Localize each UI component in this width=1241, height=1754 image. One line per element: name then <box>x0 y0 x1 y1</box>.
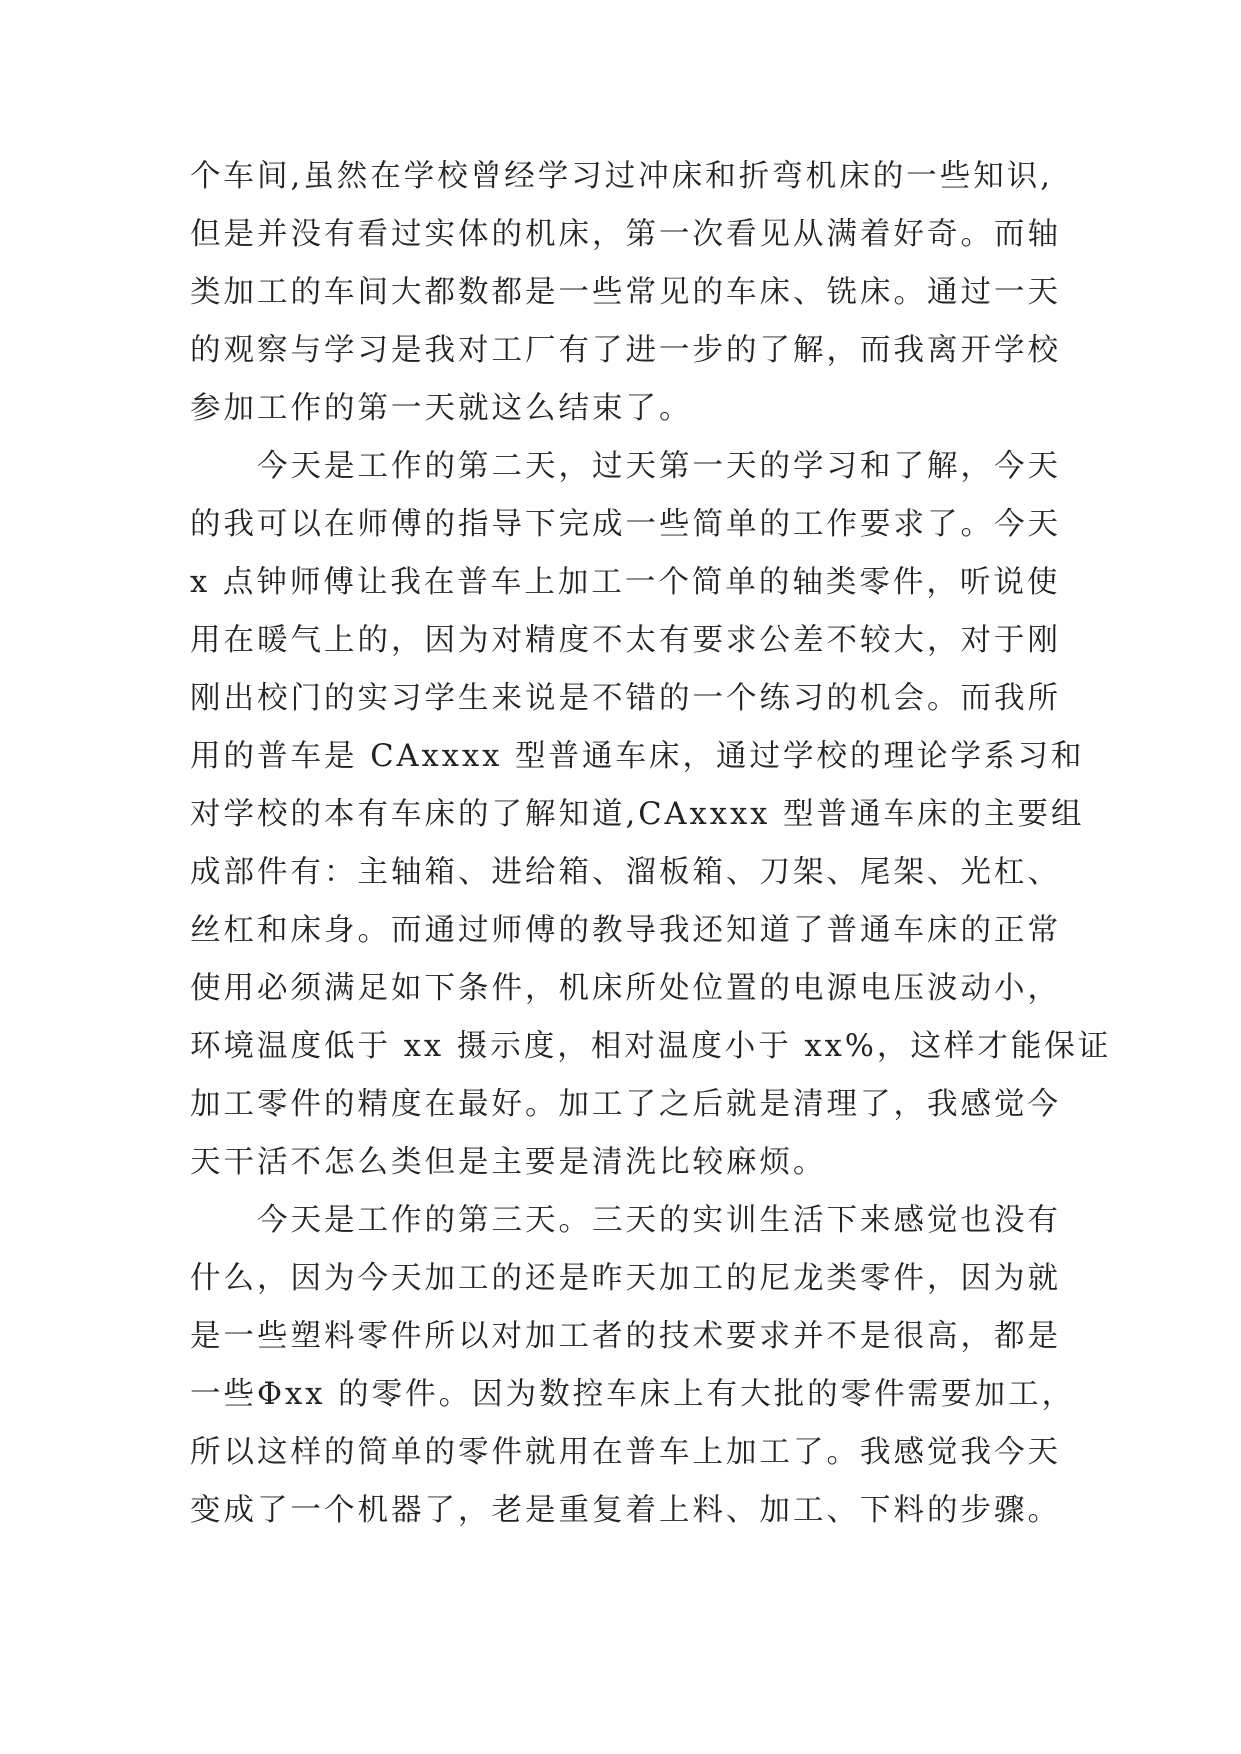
text-line: 丝杠和床身。而通过师傅的教导我还知道了普通车床的正常 <box>190 913 1061 948</box>
body-text <box>190 148 1112 1540</box>
text-line: 加工零件的精度在最好。加工了之后就是清理了，我感觉今 <box>190 1087 1061 1122</box>
text-line: 所以这样的简单的零件就用在普车上加工了。我感觉我今天 <box>190 1435 1061 1470</box>
text-line: 参加工作的第一天就这么结束了。 <box>190 391 693 426</box>
text-line: 变成了一个机器了，老是重复着上料、加工、下料的步骤。 <box>190 1493 1061 1528</box>
text-line: 的我可以在师傅的指导下完成一些简单的工作要求了。今天 <box>190 507 1061 542</box>
text-line: 类加工的车间大都数都是一些常见的车床、铣床。通过一天 <box>190 275 1061 310</box>
text-line: 一些Φxx 的零件。因为数控车床上有大批的零件需要加工， <box>190 1377 1076 1412</box>
text-line: 用在暖气上的，因为对精度不太有要求公差不较大，对于刚 <box>190 623 1061 658</box>
text-line: 是一些塑料零件所以对加工者的技术要求并不是很高，都是 <box>190 1319 1061 1354</box>
text-line: 个车间,虽然在学校曾经学习过冲床和折弯机床的一些知识, <box>190 159 1053 194</box>
text-line: 什么，因为今天加工的还是昨天加工的尼龙类零件，因为就 <box>190 1261 1061 1296</box>
text-line: 但是并没有看过实体的机床，第一次看见从满着好奇。而轴 <box>190 217 1061 252</box>
text-line: 用的普车是 CAxxxx 型普通车床，通过学校的理论学系习和 <box>190 739 1085 774</box>
text-line: 使用必须满足如下条件，机床所处位置的电源电压波动小， <box>190 971 1061 1006</box>
text-line: 今天是工作的第三天。三天的实训生活下来感觉也没有 <box>190 1203 1061 1238</box>
text-line: 环境温度低于 xx 摄示度，相对温度小于 xx%，这样才能保证 <box>190 1029 1112 1064</box>
text-line: x 点钟师傅让我在普车上加工一个简单的轴类零件，听说使 <box>190 565 1061 600</box>
text-line: 刚出校门的实习学生来说是不错的一个练习的机会。而我所 <box>190 681 1061 716</box>
text-line: 今天是工作的第二天，过天第一天的学习和了解，今天 <box>190 449 1061 484</box>
text-line: 成部件有：主轴箱、进给箱、溜板箱、刀架、尾架、光杠、 <box>190 855 1061 890</box>
text-line: 的观察与学习是我对工厂有了进一步的了解，而我离开学校 <box>190 333 1061 368</box>
text-line: 天干活不怎么类但是主要是清洗比较麻烦。 <box>190 1145 827 1180</box>
text-line: 对学校的本有车床的了解知道,CAxxxx 型普通车床的主要组 <box>190 797 1085 832</box>
